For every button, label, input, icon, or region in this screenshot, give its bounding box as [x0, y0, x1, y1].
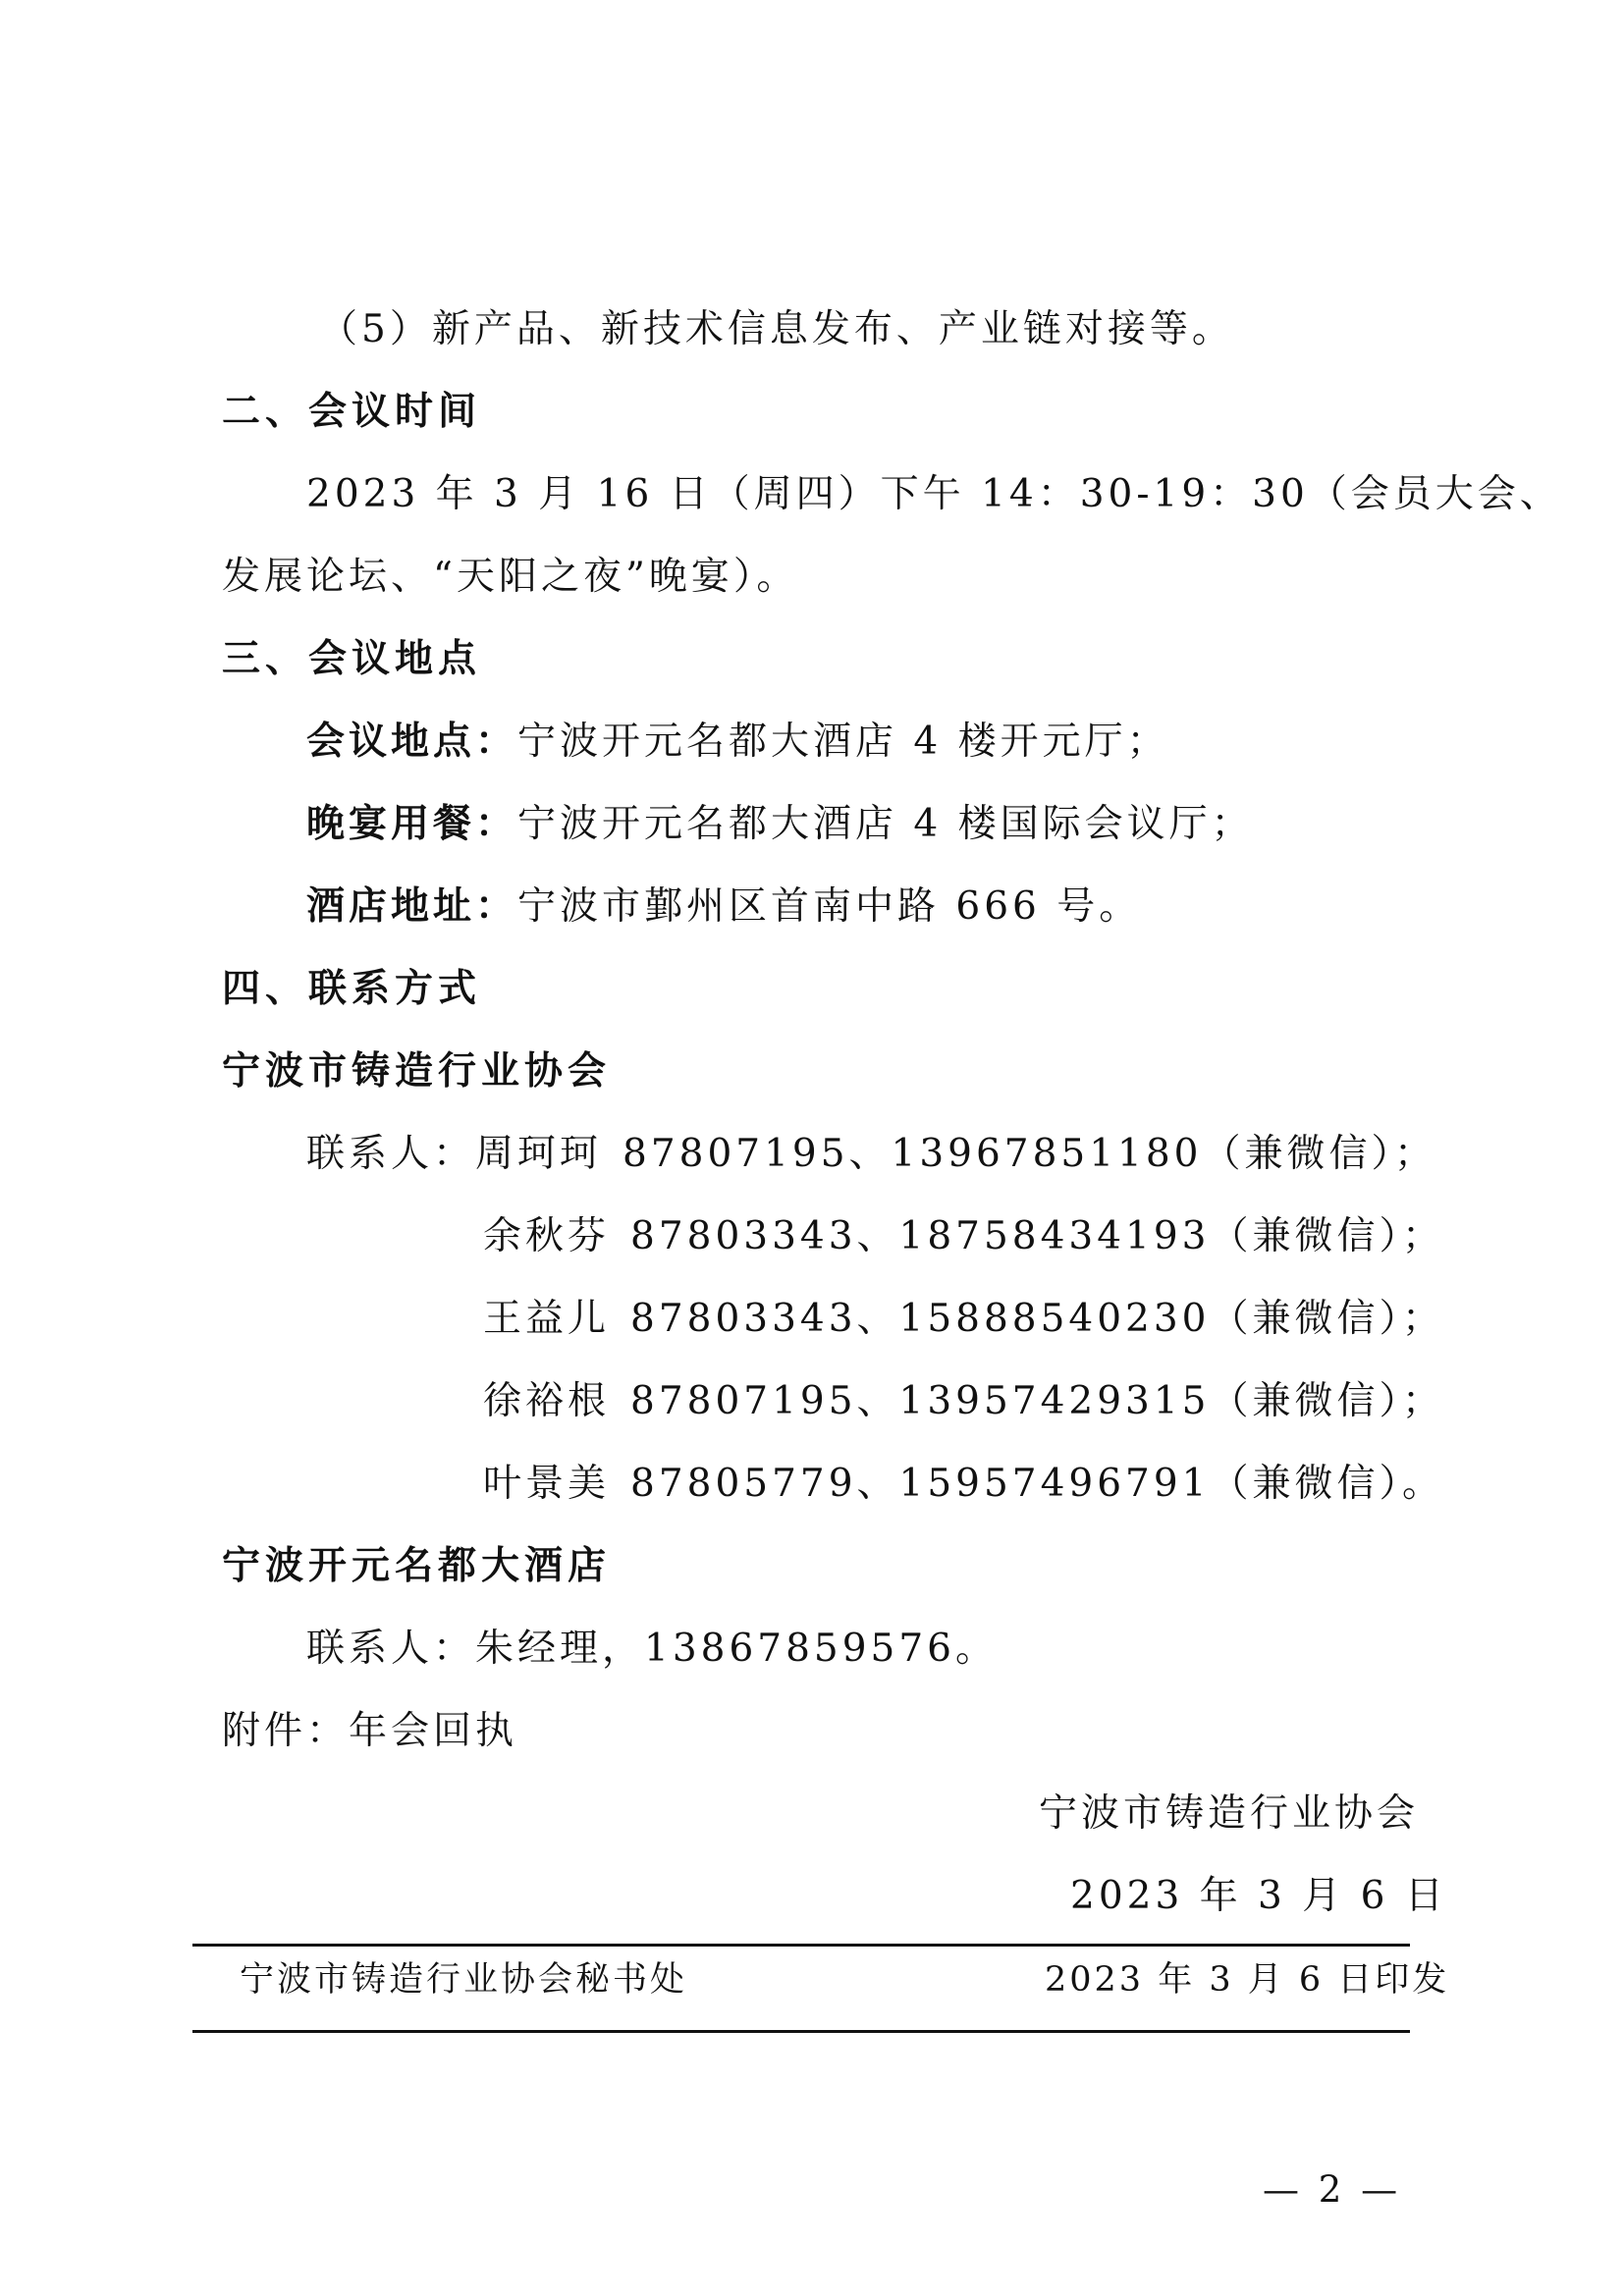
contact-row: [483, 1376, 1444, 1427]
contact-phones: 87803343、15888540230（兼微信）；: [630, 1297, 1444, 1341]
contact-phones: 87803343、18758434193（兼微信）；: [630, 1214, 1444, 1258]
contact-name: 叶景美: [483, 1462, 611, 1506]
section-heading-venue: 三、会议地点: [222, 637, 482, 681]
venue-label: 酒店地址：: [306, 884, 518, 929]
meeting-time-line-2: 发展论坛、“天阳之夜”晚宴）。: [222, 555, 799, 599]
contact-name: 周珂珂: [475, 1132, 603, 1176]
signature-org: 宁波市铸造行业协会: [1039, 1791, 1420, 1836]
section-heading-time: 二、会议时间: [222, 390, 482, 434]
contact-phones: 87805779、15957496791（兼微信）。: [630, 1462, 1444, 1506]
hotel-name: 宁波开元名都大酒店: [222, 1544, 612, 1588]
contact-name: 王益儿: [483, 1297, 611, 1341]
attachment-note: 附件：年会回执: [222, 1709, 518, 1753]
venue-row-address: [306, 881, 1141, 933]
contact-phones: 87807195、13957429315（兼微信）；: [630, 1379, 1444, 1423]
venue-row-meeting: [306, 717, 1169, 768]
contact-row: [483, 1294, 1444, 1345]
venue-label: 会议地点：: [306, 720, 518, 764]
contact-row: [483, 1459, 1444, 1510]
venue-value: 宁波市鄞州区首南中路 666 号。: [517, 884, 1142, 929]
signature-date: 2023 年 3 月 6 日: [1070, 1874, 1447, 1918]
contact-name: 徐裕根: [483, 1379, 611, 1423]
intro-item-5: （5）新产品、新技术信息发布、产业链对接等。: [319, 307, 1234, 351]
footer-issuer: 宁波市铸造行业协会秘书处: [240, 1960, 688, 2000]
page-number: — 2 —: [1263, 2168, 1402, 2211]
venue-row-dinner: [306, 799, 1254, 850]
contact-label: 联系人：: [306, 1132, 476, 1176]
section-heading-contact: 四、联系方式: [222, 967, 482, 1011]
contact-row: [483, 1211, 1444, 1262]
hotel-contact: 联系人：朱经理，13867859576。: [306, 1627, 998, 1671]
footer-bottom-rule: [192, 2030, 1410, 2033]
footer-top-rule: [192, 1944, 1410, 1947]
association-name: 宁波市铸造行业协会: [222, 1049, 612, 1094]
contact-row: [306, 1129, 1436, 1180]
contact-phones: 87807195、13967851180（兼微信）；: [623, 1132, 1436, 1176]
contact-name: 余秋芬: [483, 1214, 611, 1258]
venue-label: 晚宴用餐：: [306, 802, 518, 846]
meeting-time-line-1: 2023 年 3 月 16 日（周四）下午 14：30-19：30（会员大会、: [306, 472, 1562, 516]
footer-issued-date: 2023 年 3 月 6 日印发: [1045, 1960, 1450, 2000]
venue-value: 宁波开元名都大酒店 4 楼国际会议厅；: [517, 802, 1254, 846]
venue-value: 宁波开元名都大酒店 4 楼开元厅；: [517, 720, 1169, 764]
